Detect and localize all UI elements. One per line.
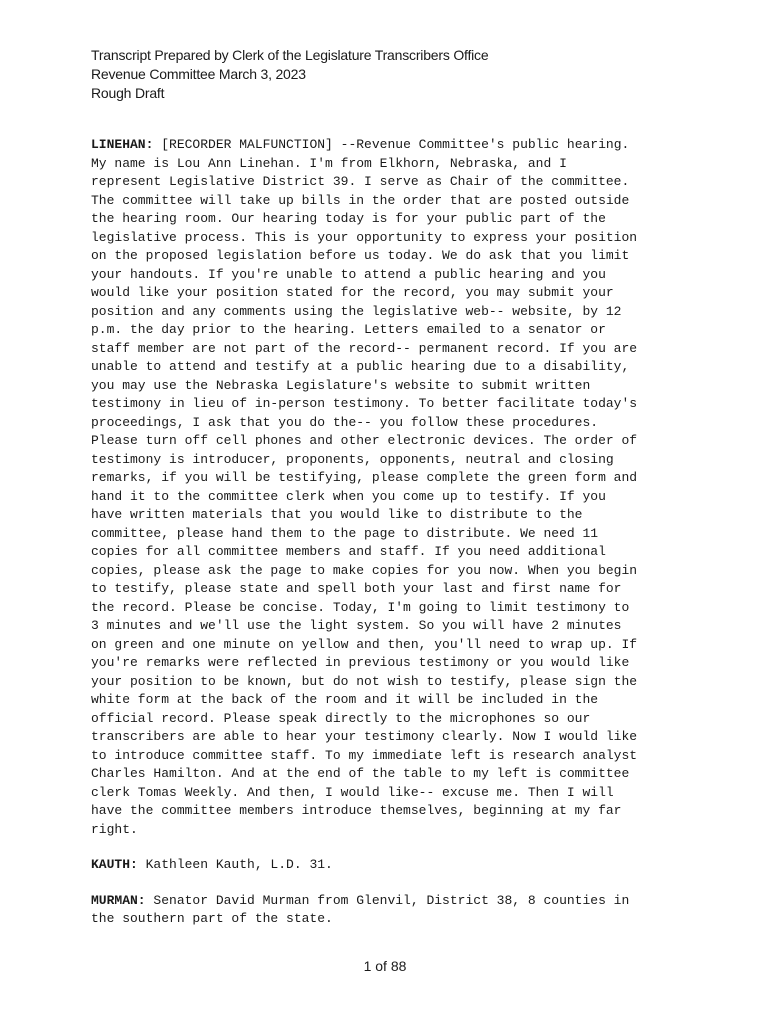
transcript-line bbox=[91, 892, 683, 911]
line-text: official record. Please speak directly to the microphones so our bbox=[91, 710, 591, 726]
transcript-line bbox=[91, 321, 683, 340]
transcript-line bbox=[91, 506, 683, 525]
transcript-line bbox=[91, 747, 683, 766]
transcript-line bbox=[91, 229, 683, 248]
line-text: white form at the back of the room and it will be included in the bbox=[91, 692, 599, 707]
line-text: copies, please ask the page to make copies for you now. When you begin bbox=[91, 562, 638, 578]
line-text: copies for all committee members and staff. If you need additional bbox=[91, 544, 606, 559]
transcript-line bbox=[91, 451, 683, 470]
transcript-line bbox=[91, 654, 683, 673]
transcript-line bbox=[91, 469, 683, 488]
line-text: My name is Lou Ann Linehan. I'm from Elkhorn, Nebraska, and I bbox=[91, 155, 567, 171]
transcript-line bbox=[91, 192, 683, 211]
line-text: you're remarks were reflected in previous testimony or you would like bbox=[91, 655, 630, 670]
transcript-line bbox=[91, 562, 683, 581]
transcript-body bbox=[91, 136, 683, 946]
line-text: legislative process. This is your opportunity to express your position bbox=[91, 229, 638, 245]
transcript-line bbox=[91, 525, 683, 544]
transcript-line bbox=[91, 303, 683, 322]
transcript-line bbox=[91, 599, 683, 618]
line-text: the southern part of the state. bbox=[91, 911, 333, 926]
line-text: on green and one minute on yellow and then, you'll need to wrap up. If bbox=[91, 636, 638, 652]
transcript-line bbox=[91, 636, 683, 655]
line-text: [RECORDER MALFUNCTION] --Revenue Committee's public hearing. bbox=[153, 137, 630, 152]
line-text: the record. Please be concise. Today, I'm going to limit testimony to bbox=[91, 599, 630, 615]
transcript-line bbox=[91, 691, 683, 710]
line-text: testimony is introducer, proponents, opponents, neutral and closing bbox=[91, 451, 614, 467]
transcript-paragraph bbox=[91, 856, 683, 875]
line-text: unable to attend and testify at a public hearing due to a disability, bbox=[91, 359, 630, 374]
header-committee-date: Revenue Committee March 3, 2023 bbox=[91, 66, 306, 82]
transcript-line bbox=[91, 247, 683, 266]
transcript-paragraph bbox=[91, 892, 683, 929]
line-text: p.m. the day prior to the hearing. Letters emailed to a senator or bbox=[91, 322, 606, 337]
transcript-line bbox=[91, 284, 683, 303]
line-text: proceedings, I ask that you do the-- you follow these procedures. bbox=[91, 414, 599, 430]
header-draft-status: Rough Draft bbox=[91, 85, 165, 101]
line-text: the hearing room. Our hearing today is for your public part of the bbox=[91, 211, 606, 226]
line-text: clerk Tomas Weekly. And then, I would like-- excuse me. Then I will bbox=[91, 784, 614, 800]
speaker-name: MURMAN: bbox=[91, 892, 146, 908]
transcript-line bbox=[91, 432, 683, 451]
transcript-line bbox=[91, 802, 683, 821]
transcript-line bbox=[91, 673, 683, 692]
line-text: represent Legislative District 39. I serve as Chair of the committee. bbox=[91, 174, 630, 189]
line-text: to introduce committee staff. To my immediate left is research analyst bbox=[91, 747, 638, 763]
transcript-line bbox=[91, 488, 683, 507]
transcript-line bbox=[91, 210, 683, 229]
transcript-line bbox=[91, 543, 683, 562]
line-text: your position to be known, but do not wish to testify, please sign the bbox=[91, 673, 638, 689]
line-text: Charles Hamilton. And at the end of the table to my left is committee bbox=[91, 766, 630, 781]
transcript-line bbox=[91, 136, 683, 155]
speaker-name: KAUTH: bbox=[91, 857, 138, 872]
transcript-line bbox=[91, 710, 683, 729]
line-text: position and any comments using the legislative web-- website, by 12 bbox=[91, 303, 622, 319]
line-text: committee, please hand them to the page to distribute. We need 11 bbox=[91, 525, 599, 541]
line-text: hand it to the committee clerk when you come up to testify. If you bbox=[91, 488, 606, 504]
transcript-line bbox=[91, 173, 683, 192]
page-number: 1 of 88 bbox=[363, 958, 407, 974]
speaker-name: LINEHAN: bbox=[91, 137, 154, 152]
transcript-line bbox=[91, 377, 683, 396]
line-text: right. bbox=[91, 821, 138, 837]
transcript-line bbox=[91, 358, 683, 377]
line-text: Please turn off cell phones and other electronic devices. The order of bbox=[91, 433, 638, 448]
transcript-line bbox=[91, 155, 683, 174]
line-text: have the committee members introduce themselves, beginning at my far bbox=[91, 803, 622, 818]
line-text: Senator David Murman from Glenvil, District 38, 8 counties in bbox=[145, 892, 630, 908]
header-title: Transcript Prepared by Clerk of the Legislature Transcribers Office bbox=[91, 47, 489, 63]
transcript-line bbox=[91, 340, 683, 359]
line-text: staff member are not part of the record-- permanent record. If you are bbox=[91, 340, 638, 356]
line-text: your handouts. If you're unable to attend a public hearing and you bbox=[91, 266, 606, 282]
transcript-line bbox=[91, 580, 683, 599]
line-text: remarks, if you will be testifying, please complete the green form and bbox=[91, 470, 638, 485]
transcript-line bbox=[91, 856, 683, 875]
transcript-line bbox=[91, 765, 683, 784]
line-text: 3 minutes and we'll use the light system. So you will have 2 minutes bbox=[91, 618, 622, 633]
line-text: The committee will take up bills in the order that are posted outside bbox=[91, 192, 630, 208]
transcript-line bbox=[91, 728, 683, 747]
line-text: to testify, please state and spell both your last and first name for bbox=[91, 581, 622, 596]
line-text: you may use the Nebraska Legislature's website to submit written bbox=[91, 377, 591, 393]
transcript-line bbox=[91, 266, 683, 285]
transcript-line bbox=[91, 821, 683, 840]
line-text: transcribers are able to hear your testimony clearly. Now I would like bbox=[91, 729, 638, 744]
document-header bbox=[91, 46, 488, 103]
transcript-paragraph bbox=[91, 136, 683, 839]
line-text: Kathleen Kauth, L.D. 31. bbox=[137, 857, 333, 872]
line-text: would like your position stated for the record, you may submit your bbox=[91, 285, 614, 300]
transcript-line bbox=[91, 395, 683, 414]
transcript-line bbox=[91, 414, 683, 433]
transcript-line bbox=[91, 910, 683, 929]
line-text: on the proposed legislation before us today. We do ask that you limit bbox=[91, 248, 630, 263]
line-text: testimony in lieu of in-person testimony. To better facilitate today's bbox=[91, 396, 638, 411]
transcript-line bbox=[91, 784, 683, 803]
line-text: have written materials that you would like to distribute to the bbox=[91, 507, 583, 522]
transcript-line bbox=[91, 617, 683, 636]
